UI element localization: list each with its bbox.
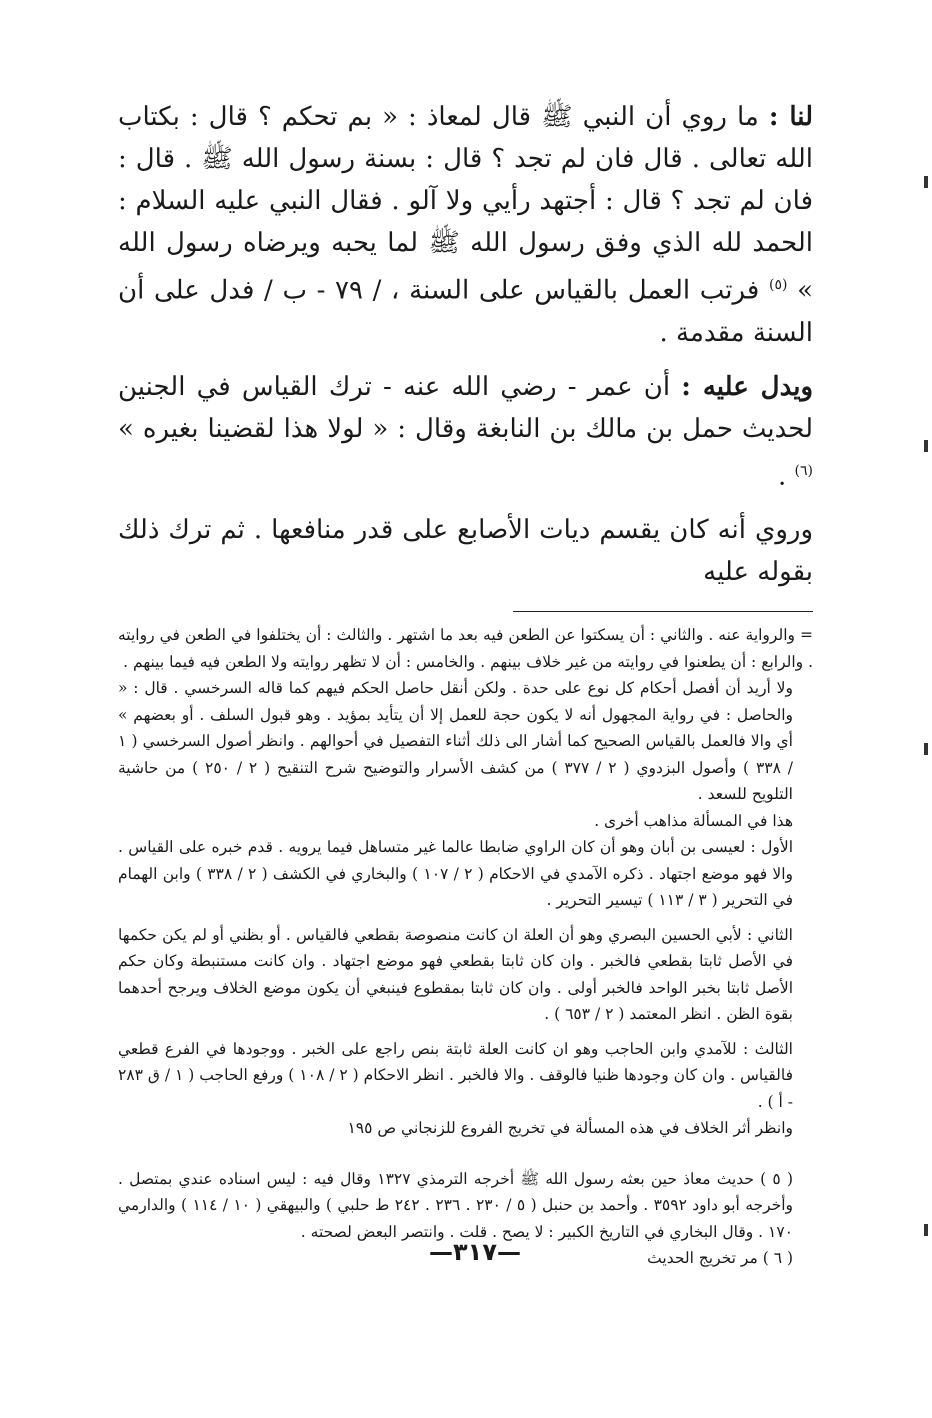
footnote-continued-7: وانظر أثر الخلاف في هذه المسألة في تخريج الفروع للزنجاني ص ١٩٥ xyxy=(347,1119,793,1138)
paragraph-1-text-after: فرتب العمل بالقياس على السنة ، / ٧٩ - ب / فدل على أن السنة مقدمة . xyxy=(118,275,813,348)
page-number: —٣١٧— xyxy=(429,1238,521,1266)
page-content xyxy=(118,96,813,1272)
footnote-continued-2: ولا أريد أن أفصل أحكام كل نوع على حدة . ولكن أنقل حاصل الحكم فيهم كما قاله السرخسي . قال : « والحاصل : في رواية المجهول أنه لا يكون حجة للعمل إلا أن يتأيد بمؤيد . وهو قبول السلف . أو بعضهم » أي والا فالعمل بالقياس الصحيح كما أشار الى ذلك أثناء التفصيل في أحوالهم . وانظر أصول السرخسي ( ١ / ٣٣٨ ) وأصول البزدوي ( ٢ / ٣٧٧ ) من كشف الأسرار والتوضيح شرح التنقيح ( ٢ / ٢٥٠ ) من حاشية التلويح للسعد . xyxy=(118,679,794,804)
paragraph-2-text: أن عمر - رضي الله عنه - ترك القياس في الجنين لحديث حمل بن مالك بن النابغة وقال : « لولا هذا لقضينا بغيره » xyxy=(118,371,813,444)
footnote-ref-6[interactable]: (٦) xyxy=(794,462,813,479)
main-text xyxy=(118,96,813,593)
paragraph-1 xyxy=(118,96,813,354)
margin-mark xyxy=(924,440,928,452)
footnote-gap xyxy=(118,1142,813,1166)
paragraph-1-lead: لنا : xyxy=(768,102,814,132)
footnote-separator xyxy=(513,611,813,612)
margin-mark xyxy=(924,1224,928,1236)
footnote-continued-5: الثاني : لأبي الحسين البصري وهو أن العلة ان كانت منصوصة بقطعي فالقياس . أو بظني أو لم يكن حكمها في الأصل ثابتا بقطعي فالخبر . وان كان ثابتا بقطعي فهو موضع اجتهاد . وان كانت مستنبطة وكان حكم الأصل ثابتا بخبر الواحد فالخبر أولى . وان كان ثابتا بمقطوع فينبغي أن يكون موضع الخلاف ويرجح أحدهما بقوة الظن . انظر المعتمد ( ٢ / ٦٥٣ ) . xyxy=(118,925,793,1024)
paragraph-2-text-after: . xyxy=(778,461,787,492)
footnote-5: ( ٥ ) حديث معاذ حين بعثه رسول الله ﷺ أخرجه الترمذي ١٣٢٧ وقال فيه : ليس اسناده عندي بمتصل . وأخرجه أبو داود ٣٥٩٢ . وأحمد بن حنبل ( ٥ / ٢٣٠ . ٢٣٦ . ٢٤٢ ط حلبي ) والبيهقي ( ١٠ / ١١٤ ) والدارمي ١٧٠ . وقال البخاري في التاريخ الكبير : لا يصح . قلت . وانتصر البعض لصحته . xyxy=(118,1169,794,1241)
footnote-gap xyxy=(118,1028,813,1036)
footnote-continued-4: الأول : لعيسى بن أبان وهو أن كان الراوي ضابطا عالما غير متساهل فيما يرويه . قدم خبره على القياس . والا فهو موضع اجتهاد . ذكره الآمدي في الاحكام ( ٢ / ١٠٧ ) والبخاري في الكشف ( ٢ / ٣٣٨ ) وابن الهمام في التحرير ( ٣ / ١١٣ ) تيسير التحرير . xyxy=(118,838,794,910)
paragraph-3-text: وروي أنه كان يقسم ديات الأصابع على قدر منافعها . ثم ترك ذلك بقوله عليه xyxy=(118,515,813,588)
footnote-ref-5[interactable]: (٥) xyxy=(768,277,788,293)
footnote-6: ( ٦ ) مر تخريج الحديث xyxy=(647,1249,793,1268)
paragraph-2 xyxy=(118,366,813,498)
footnote-continued-6: الثالث : للآمدي وابن الحاجب وهو ان كانت العلة ثابتة بنص راجع على الخبر . ووجودها في الفرع قطعي فالقياس . وان كان وجودها ظنيا فالوقف . والا فالخبر . انظر الاحكام ( ٢ / ١٠٨ ) ورفع الحاجب ( ١ / ق ٢٨٣ - أ ) . xyxy=(118,1039,794,1111)
margin-mark xyxy=(924,176,928,188)
paragraph-3 xyxy=(118,509,813,593)
paragraph-2-lead: ويدل عليه : xyxy=(681,371,814,402)
footnote-gap xyxy=(118,914,813,922)
paragraph-1-text: ما روي أن النبي ﷺ قال لمعاذ : « بم تحكم ؟ قال : بكتاب الله تعالى . قال فان لم تجد ؟ قال : بسنة رسول الله ﷺ . قال : فان لم تجد ؟ قال : أجتهد رأيي ولا آلو . فقال النبي عليه السلام : الحمد لله الذي وفق رسول الله ﷺ لما يحبه ويرضاه رسول الله » xyxy=(118,102,814,306)
footnote-continued-3: هذا في المسألة مذاهب أخرى . xyxy=(594,811,793,830)
margin-mark xyxy=(924,743,928,755)
footnotes xyxy=(118,622,813,1272)
footnote-continued-1: = والرواية عنه . والثاني : أن يسكتوا عن الطعن فيه بعد ما اشتهر . والثالث : أن يختلفوا في الطعن في روايته . والرابع : أن يطعنوا في روايته من غير خلاف بينهم . والخامس : أن لا تظهر روايته ولا الطعن فيه فيما بينهم . xyxy=(118,626,813,671)
